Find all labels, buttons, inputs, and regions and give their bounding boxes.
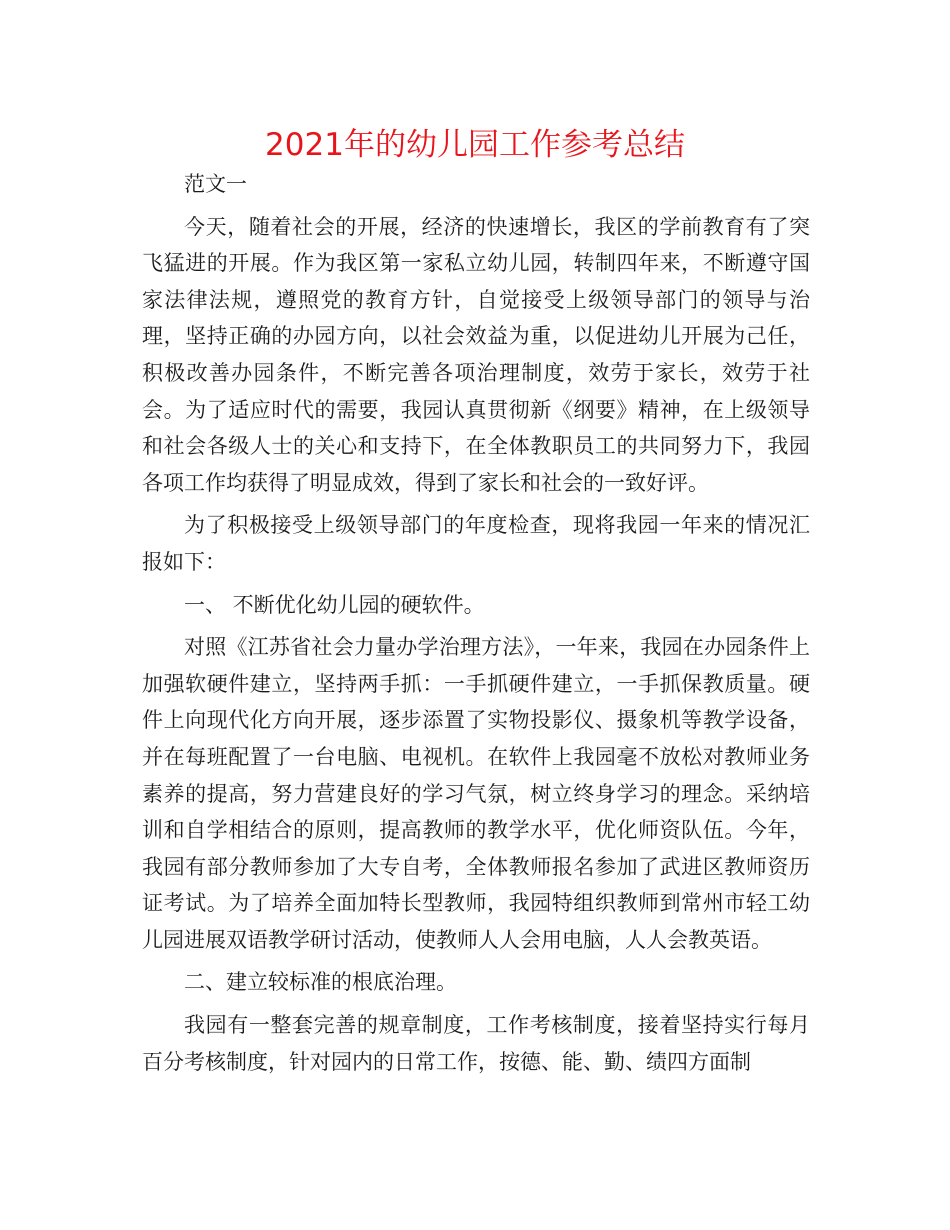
section-heading-1: 一、 不断优化幼儿园的硬软件。 [184, 592, 485, 617]
paragraph-section-1: 对照《江苏省社会力量办学治理方法》，一年来，我园在办园条件上加强软硬件建立，坚持两手抓：一手抓硬件建立，一手抓保教质量。硬件上向现代化方向开展，逐步添置了实物投影仪、摄象机等教学设备，并在每班配置了一台电脑、电视机。在软件上我园毫不放松对教师业务素养的提高，努力营建良好的学习气氛，树立终身学习的理念。采纳培训和自学相结合的原则，提高教师的教学水平，优化师资队伍。今年，我园有部分教师参加了大专自考，全体教师报名参加了武进区教师资历证考试。为了培养全面加特长型教师，我园特组织教师到常州市轻工幼儿园进展双语教学研讨活动，使教师人人会用电脑，人人会教英语。 [142, 635, 810, 952]
document-body [142, 166, 810, 1080]
document-title: 2021年的幼儿园工作参考总结 [265, 127, 685, 163]
paragraph-intro: 今天，随着社会的开展，经济的快速增长，我区的学前教育有了突飞猛进的开展。作为我区第一家私立幼儿园，转制四年来，不断遵守国家法律法规，遵照党的教育方针，自觉接受上级领导部门的领导与治理，坚持正确的办园方向，以社会效益为重，以促进幼儿开展为己任，积极改善办园条件，不断完善各项治理制度，效劳于家长，效劳于社会。为了适应时代的需要，我园认真贯彻新《纲要》精神，在上级领导和社会各级人士的关心和支持下，在全体教职员工的共同努力下，我园各项工作均获得了明显成效，得到了家长和社会的一致好评。 [142, 214, 810, 495]
paragraph-section-2: 我园有一整套完善的规章制度，工作考核制度，接着坚持实行每月百分考核制度，针对园内的日常工作，按德、能、勤、绩四方面制 [142, 1013, 810, 1074]
paragraph-sample-label: 范文一 [184, 172, 247, 196]
paragraph-report-lead: 为了积极接受上级领导部门的年度检查，现将我园一年来的情况汇报如下： [142, 513, 810, 574]
section-heading-2: 二、建立较标准的根底治理。 [184, 970, 457, 995]
